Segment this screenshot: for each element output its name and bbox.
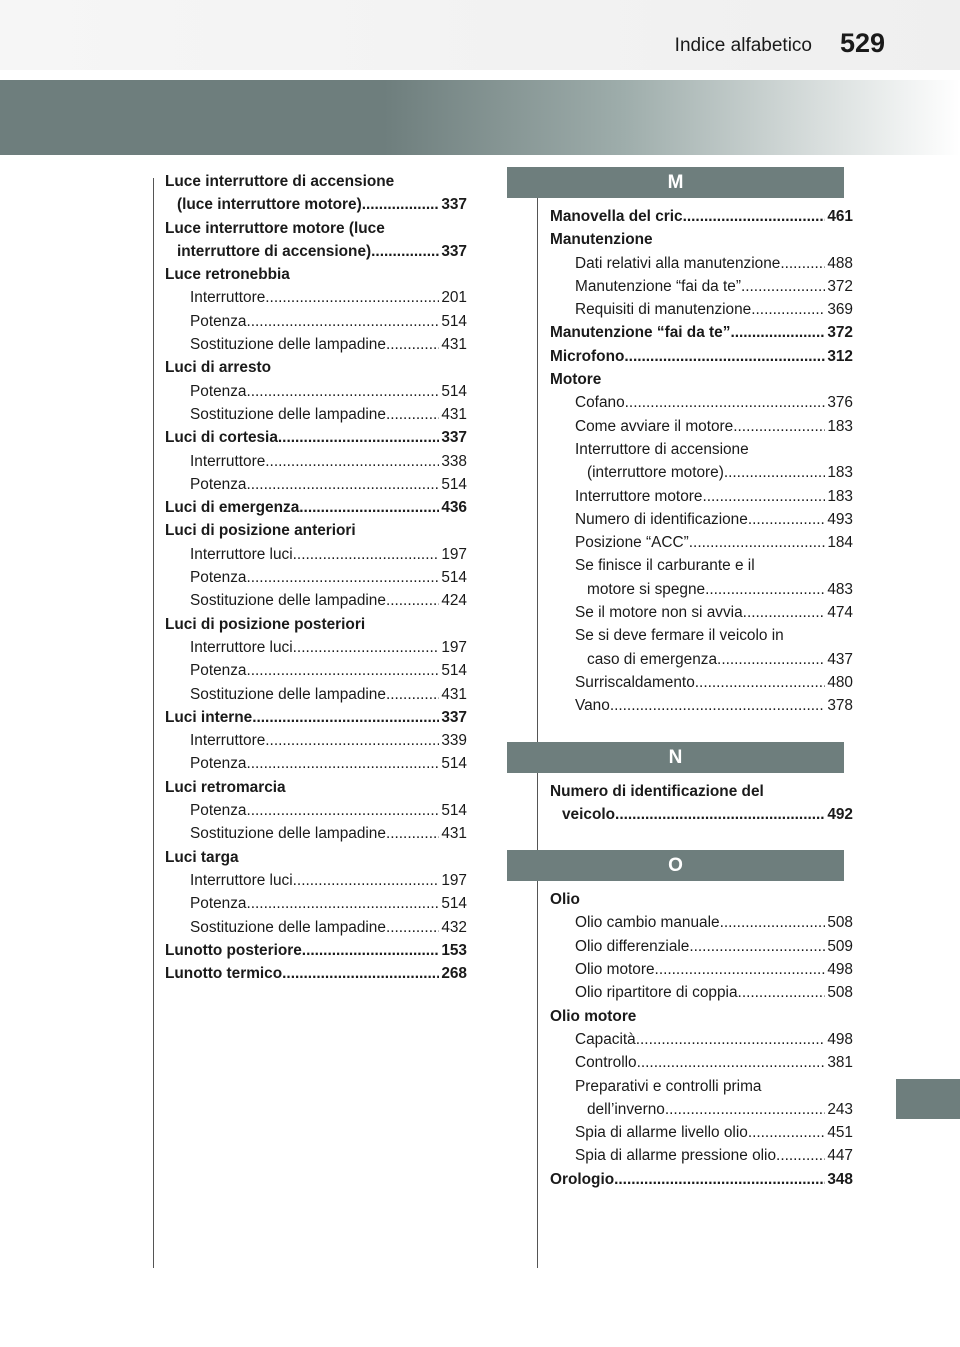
entry-page-number: 431: [441, 825, 467, 843]
entry-page-number: 498: [827, 961, 853, 979]
dot-leader: [748, 1121, 826, 1144]
entry-page-number: 514: [441, 755, 467, 773]
entry-text: Posizione “ACC”: [575, 534, 689, 552]
dot-leader: [665, 1098, 825, 1121]
entry-page-number: 197: [441, 638, 467, 656]
entry-text: Interruttore luci: [190, 871, 293, 889]
entry-text: Interruttore: [190, 732, 266, 750]
index-subentry: [165, 636, 467, 659]
entry-page-number: 183: [827, 464, 853, 482]
entry-page-number: 378: [827, 697, 853, 715]
entry-text: Vano: [575, 697, 610, 715]
entry-page-number: 376: [827, 394, 853, 412]
dot-leader: [743, 601, 826, 624]
entry-page-number: 447: [827, 1147, 853, 1165]
entry-text: Lunotto posteriore: [165, 941, 302, 959]
index-subentry: [165, 822, 467, 845]
entry-page-number: 514: [441, 475, 467, 493]
index-entry: [165, 519, 467, 542]
entry-text: Sostituzione delle lampadine: [190, 685, 386, 703]
entry-page-number: 498: [827, 1030, 853, 1048]
entry-text: Sostituzione delle lampadine: [190, 825, 386, 843]
entry-page-number: 338: [441, 452, 467, 470]
dot-leader: [705, 578, 825, 601]
index-subentry: [165, 869, 467, 892]
entry-text: Potenza: [190, 569, 247, 587]
entry-text: Luci di arresto: [165, 359, 272, 377]
index-subentry: [550, 1075, 853, 1098]
entry-page-number: 508: [827, 914, 853, 932]
entry-page-number: 493: [827, 510, 853, 528]
entry-text: dell’inverno: [587, 1100, 665, 1118]
entry-page-number: 337: [441, 242, 467, 260]
dot-leader: [695, 671, 826, 694]
dot-leader: [624, 345, 825, 368]
index-subentry: [165, 450, 467, 473]
dot-leader: [683, 205, 826, 228]
dot-leader: [302, 939, 440, 962]
index-subentry: [550, 415, 853, 438]
entry-page-number: 431: [441, 336, 467, 354]
index-entry: [550, 1005, 853, 1028]
entry-page-number: 339: [441, 732, 467, 750]
index-subentry: [165, 729, 467, 752]
entry-page-number: 243: [827, 1100, 853, 1118]
index-entry: [165, 496, 467, 519]
index-subentry: [165, 916, 467, 939]
dot-leader: [246, 566, 439, 589]
entry-text: Sostituzione delle lampadine: [190, 405, 386, 423]
entry-page-number: 337: [441, 429, 467, 447]
entry-text: Controllo: [575, 1054, 637, 1072]
index-subentry: [550, 438, 853, 461]
index-entry: [165, 776, 467, 799]
entry-text: Dati relativi alla manutenzione: [575, 254, 781, 272]
entry-text: Sostituzione delle lampadine: [190, 918, 386, 936]
header-banner: [0, 80, 960, 155]
entry-text: Luci di cortesia: [165, 429, 278, 447]
index-subentry: [550, 648, 853, 671]
entry-text: Luci di posizione anteriori: [165, 522, 356, 540]
index-entry: [550, 321, 853, 344]
dot-leader: [293, 869, 440, 892]
index-subentry: [550, 1144, 853, 1167]
dot-leader: [246, 659, 439, 682]
entry-text: Surriscaldamento: [575, 673, 695, 691]
dot-leader: [246, 310, 439, 333]
header-strip: [0, 0, 960, 70]
dot-leader: [265, 729, 439, 752]
dot-leader: [748, 508, 826, 531]
entry-page-number: 381: [827, 1054, 853, 1072]
dot-leader: [278, 426, 439, 449]
entry-page-number: 483: [827, 580, 853, 598]
entry-text: Requisiti di manutenzione: [575, 301, 752, 319]
index-subentry: [550, 275, 853, 298]
entry-page-number: 197: [441, 871, 467, 889]
entry-text: Sostituzione delle lampadine: [190, 336, 386, 354]
dot-leader: [246, 473, 439, 496]
entry-text: Potenza: [190, 755, 247, 773]
index-subentry: [165, 566, 467, 589]
entry-page-number: 312: [827, 347, 853, 365]
index-subentry: [165, 683, 467, 706]
index-entry: [550, 228, 853, 251]
index-subentry: [550, 624, 853, 647]
entry-page-number: 474: [827, 604, 853, 622]
index-entry: [165, 240, 467, 263]
entry-page-number: 431: [441, 405, 467, 423]
middle-column-rule: [537, 178, 538, 1268]
entry-text: Potenza: [190, 802, 247, 820]
entry-text: Luci di posizione posteriori: [165, 615, 366, 633]
page-number: 529: [839, 28, 885, 58]
entry-text: Manutenzione: [550, 231, 653, 249]
dot-leader: [362, 193, 440, 216]
index-subentry: [550, 461, 853, 484]
entry-text: (interruttore motore): [587, 464, 724, 482]
index-subentry: [165, 286, 467, 309]
dot-leader: [738, 981, 826, 1004]
entry-text: Manovella del cric: [550, 208, 683, 225]
dot-leader: [371, 240, 439, 263]
entry-text: Microfono: [550, 347, 625, 365]
entry-page-number: 201: [441, 289, 467, 307]
dot-leader: [246, 380, 439, 403]
entry-page-number: 424: [441, 592, 467, 610]
dot-leader: [751, 298, 825, 321]
entry-page-number: 514: [441, 382, 467, 400]
dot-leader: [717, 648, 825, 671]
entry-text: Spia di allarme pressione olio: [575, 1147, 777, 1165]
section-header-n: N: [507, 742, 844, 773]
entry-page-number: 372: [827, 277, 853, 295]
index-entry: [165, 846, 467, 869]
index-subentry: [550, 298, 853, 321]
section-header-m: M: [507, 167, 844, 198]
entry-page-number: 514: [441, 312, 467, 330]
entry-page-number: 348: [827, 1170, 853, 1188]
index-subentry: [165, 589, 467, 612]
entry-text: Interruttore: [190, 289, 266, 307]
entry-text: Interruttore di accensione: [575, 440, 749, 458]
index-entry: [165, 193, 467, 216]
dot-leader: [386, 683, 439, 706]
entry-text: Luce interruttore di accensione: [165, 173, 395, 190]
entry-page-number: 183: [827, 417, 853, 435]
entry-page-number: 184: [827, 534, 853, 552]
entry-page-number: 337: [441, 708, 467, 726]
entry-text: Potenza: [190, 312, 247, 330]
entry-page-number: 369: [827, 301, 853, 319]
entry-page-number: 461: [827, 208, 853, 225]
entry-page-number: 480: [827, 673, 853, 691]
dot-leader: [246, 799, 439, 822]
index-subentry: [165, 892, 467, 915]
entry-page-number: 514: [441, 569, 467, 587]
dot-leader: [386, 589, 439, 612]
index-entry: [550, 888, 853, 911]
index-subentry: [550, 935, 853, 958]
index-column-left: [165, 170, 467, 985]
entry-text: Potenza: [190, 382, 247, 400]
entry-text: Luci interne: [165, 708, 253, 726]
entry-text: Se finisce il carburante e il: [575, 557, 755, 575]
index-subentry: [550, 1098, 853, 1121]
index-subentry: [550, 391, 853, 414]
index-entry: [165, 263, 467, 286]
index-subentry: [165, 403, 467, 426]
dot-leader: [610, 694, 826, 717]
dot-leader: [689, 531, 826, 554]
entry-text: Olio cambio manuale: [575, 914, 720, 932]
index-subentry: [550, 508, 853, 531]
index-entry: [165, 356, 467, 379]
index-entry: [165, 426, 467, 449]
entry-text: Interruttore: [190, 452, 266, 470]
entry-text: Luce interruttore motore (luce: [165, 219, 385, 237]
dot-leader: [636, 1028, 826, 1051]
entry-text: Interruttore luci: [190, 638, 293, 656]
dot-leader: [386, 403, 439, 426]
dot-leader: [386, 822, 439, 845]
dot-leader: [780, 252, 825, 275]
index-entry: [550, 368, 853, 391]
entry-page-number: 514: [441, 802, 467, 820]
entry-text: Potenza: [190, 475, 247, 493]
dot-leader: [720, 911, 826, 934]
index-subentry: [550, 671, 853, 694]
entry-text: Luce retronebbia: [165, 266, 290, 284]
dot-leader: [299, 496, 439, 519]
entry-page-number: 183: [827, 487, 853, 505]
index-subentry: [550, 252, 853, 275]
entry-text: caso di emergenza: [587, 650, 718, 668]
index-subentry: [165, 799, 467, 822]
entry-page-number: 197: [441, 545, 467, 563]
entry-page-number: 451: [827, 1124, 853, 1142]
entry-page-number: 508: [827, 984, 853, 1002]
entry-text: Spia di allarme livello olio: [575, 1124, 748, 1142]
entry-page-number: 436: [441, 499, 467, 517]
index-entry: [165, 613, 467, 636]
index-entry: [165, 962, 467, 985]
index-subentry: [550, 911, 853, 934]
dot-leader: [724, 461, 825, 484]
dot-leader: [282, 962, 439, 985]
index-column-right: [550, 170, 853, 1191]
entry-page-number: 514: [441, 662, 467, 680]
entry-text: Potenza: [190, 662, 247, 680]
dot-leader: [614, 1168, 825, 1191]
index-subentry: [165, 752, 467, 775]
entry-text: Manutenzione “fai da te”: [550, 324, 731, 342]
index-entry: [550, 803, 853, 826]
entry-text: Orologio: [550, 1170, 615, 1188]
entry-text: Luci targa: [165, 848, 239, 866]
dot-leader: [386, 916, 439, 939]
index-subentry: [165, 310, 467, 333]
index-subentry: [550, 485, 853, 508]
dot-leader: [246, 752, 439, 775]
dot-leader: [702, 485, 825, 508]
index-subentry: [550, 694, 853, 717]
entry-page-number: 432: [441, 918, 467, 936]
entry-page-number: 372: [827, 324, 853, 342]
dot-leader: [689, 935, 825, 958]
entry-text: Interruttore luci: [190, 545, 293, 563]
entry-text: Cofano: [575, 394, 625, 412]
entry-page-number: 153: [441, 941, 467, 959]
dot-leader: [293, 636, 440, 659]
index-entry: [550, 205, 853, 228]
entry-text: veicolo: [562, 805, 616, 823]
index-subentry: [550, 1121, 853, 1144]
index-subentry: [165, 333, 467, 356]
index-entry: [165, 706, 467, 729]
index-entry: [165, 217, 467, 240]
entry-text: Sostituzione delle lampadine: [190, 592, 386, 610]
entry-text: Olio differenziale: [575, 937, 690, 955]
entry-text: Lunotto termico: [165, 965, 283, 983]
index-subentry: [550, 578, 853, 601]
page-title: Indice alfabetico: [674, 35, 812, 56]
left-column-rule: [153, 178, 154, 1268]
dot-leader: [615, 803, 825, 826]
index-subentry: [165, 659, 467, 682]
entry-text: Olio motore: [575, 961, 655, 979]
entry-text: Come avviare il motore: [575, 417, 734, 435]
dot-leader: [776, 1144, 825, 1167]
dot-leader: [386, 333, 439, 356]
dot-leader: [730, 321, 825, 344]
entry-text: Olio motore: [550, 1007, 637, 1025]
index-subentry: [550, 981, 853, 1004]
index-subentry: [165, 473, 467, 496]
entry-text: Numero di identificazione: [575, 510, 748, 528]
index-subentry: [165, 380, 467, 403]
entry-text: Motore: [550, 371, 602, 389]
index-subentry: [550, 554, 853, 577]
entry-text: Se si deve fermare il veicolo in: [575, 627, 784, 645]
index-subentry: [550, 531, 853, 554]
entry-page-number: 437: [827, 650, 853, 668]
entry-page-number: 337: [441, 196, 467, 214]
entry-text: Preparativi e controlli prima: [575, 1077, 762, 1095]
dot-leader: [265, 286, 439, 309]
entry-text: Se il motore non si avvia: [575, 604, 743, 622]
entry-text: Capacità: [575, 1030, 636, 1048]
entry-page-number: 488: [827, 254, 853, 272]
index-subentry: [550, 601, 853, 624]
entry-text: Luci retromarcia: [165, 778, 286, 796]
entry-text: Olio ripartitore di coppia: [575, 984, 738, 1002]
entry-text: (luce interruttore motore): [177, 196, 362, 214]
entry-page-number: 514: [441, 895, 467, 913]
index-subentry: [550, 958, 853, 981]
dot-leader: [741, 275, 825, 298]
entry-text: Olio: [550, 891, 580, 909]
index-entry: [165, 170, 467, 193]
index-entry: [550, 345, 853, 368]
dot-leader: [733, 415, 825, 438]
entry-text: Luci di emergenza: [165, 499, 300, 517]
dot-leader: [265, 450, 439, 473]
index-entry: [550, 1168, 853, 1191]
index-subentry: [550, 1028, 853, 1051]
dot-leader: [625, 391, 826, 414]
index-subentry: [165, 543, 467, 566]
entry-page-number: 509: [827, 937, 853, 955]
index-subentry: [550, 1051, 853, 1074]
entry-text: Numero di identificazione del: [550, 782, 764, 800]
index-entry: [550, 780, 853, 803]
chapter-thumb-tab: [896, 1079, 960, 1119]
index-entry: [165, 939, 467, 962]
dot-leader: [655, 958, 826, 981]
dot-leader: [246, 892, 439, 915]
dot-leader: [252, 706, 439, 729]
entry-page-number: 431: [441, 685, 467, 703]
section-header-o: O: [507, 850, 844, 881]
entry-page-number: 492: [827, 805, 853, 823]
entry-text: interruttore di accensione): [177, 242, 372, 260]
entry-text: motore si spegne: [587, 580, 706, 598]
entry-text: Manutenzione “fai da te”: [575, 277, 741, 295]
entry-text: Interruttore motore: [575, 487, 703, 505]
dot-leader: [637, 1051, 826, 1074]
dot-leader: [293, 543, 440, 566]
entry-text: Potenza: [190, 895, 247, 913]
entry-page-number: 268: [441, 965, 467, 983]
